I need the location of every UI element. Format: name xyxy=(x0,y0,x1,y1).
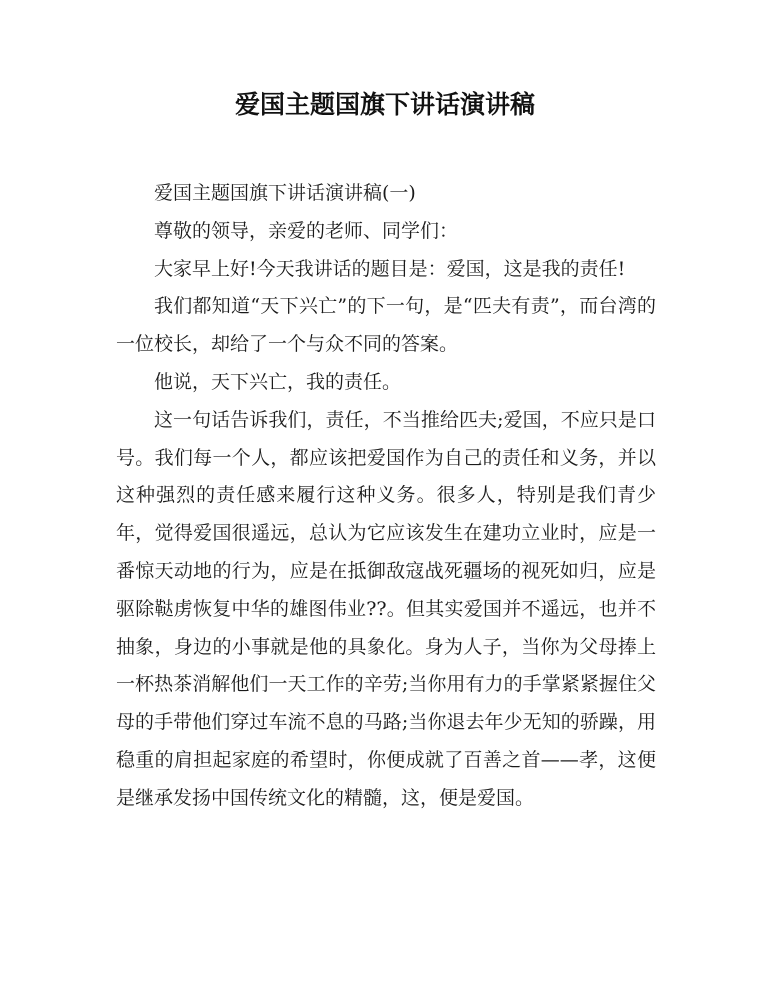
document-body xyxy=(116,175,656,818)
paragraph-salutation: 尊敬的领导，亲爱的老师、同学们： xyxy=(154,219,459,242)
paragraph: 这一句话告诉我们，责任，不当推给匹夫;爱国，不应只是口号。我们每一个人，都应该把爱国作为自己的责任和义务，并以这种强烈的责任感来履行这种义务。很多人，特别是我们青少年，觉得爱国很遥远，总认为它应该发生在建功立业时，应是一番惊天动地的行为，应是在抵御敌寇战死疆场的视死如归，应是驱除鞑虏恢复中华的雄图伟业??。但其实爱国并不遥远，也并不抽象，身边的小事就是他的具象化。身为人子，当你为父母捧上一杯热茶消解他们一天工作的辛劳;当你用有力的手掌紧紧握住父母的手带他们穿过车流不息的马路;当你退去年少无知的骄躁，用稳重的肩担起家庭的希望时，你便成就了百善之首——孝，这便是继承发扬中国传统文化的精髓，这，便是爱国。 xyxy=(116,408,656,809)
paragraph-heading: 爱国主题国旗下讲话演讲稿(一) xyxy=(154,182,416,204)
paragraph-greeting: 大家早上好!今天我讲话的题目是：爱国，这是我的责任! xyxy=(154,257,626,280)
document-title: 爱国主题国旗下讲话演讲稿 xyxy=(234,90,535,119)
paragraph: 他说，天下兴亡，我的责任。 xyxy=(154,370,402,393)
paragraph: 我们都知道“天下兴亡”的下一句，是“匹夫有责”，而台湾的一位校长，却给了一个与众不同的答案。 xyxy=(116,295,656,356)
